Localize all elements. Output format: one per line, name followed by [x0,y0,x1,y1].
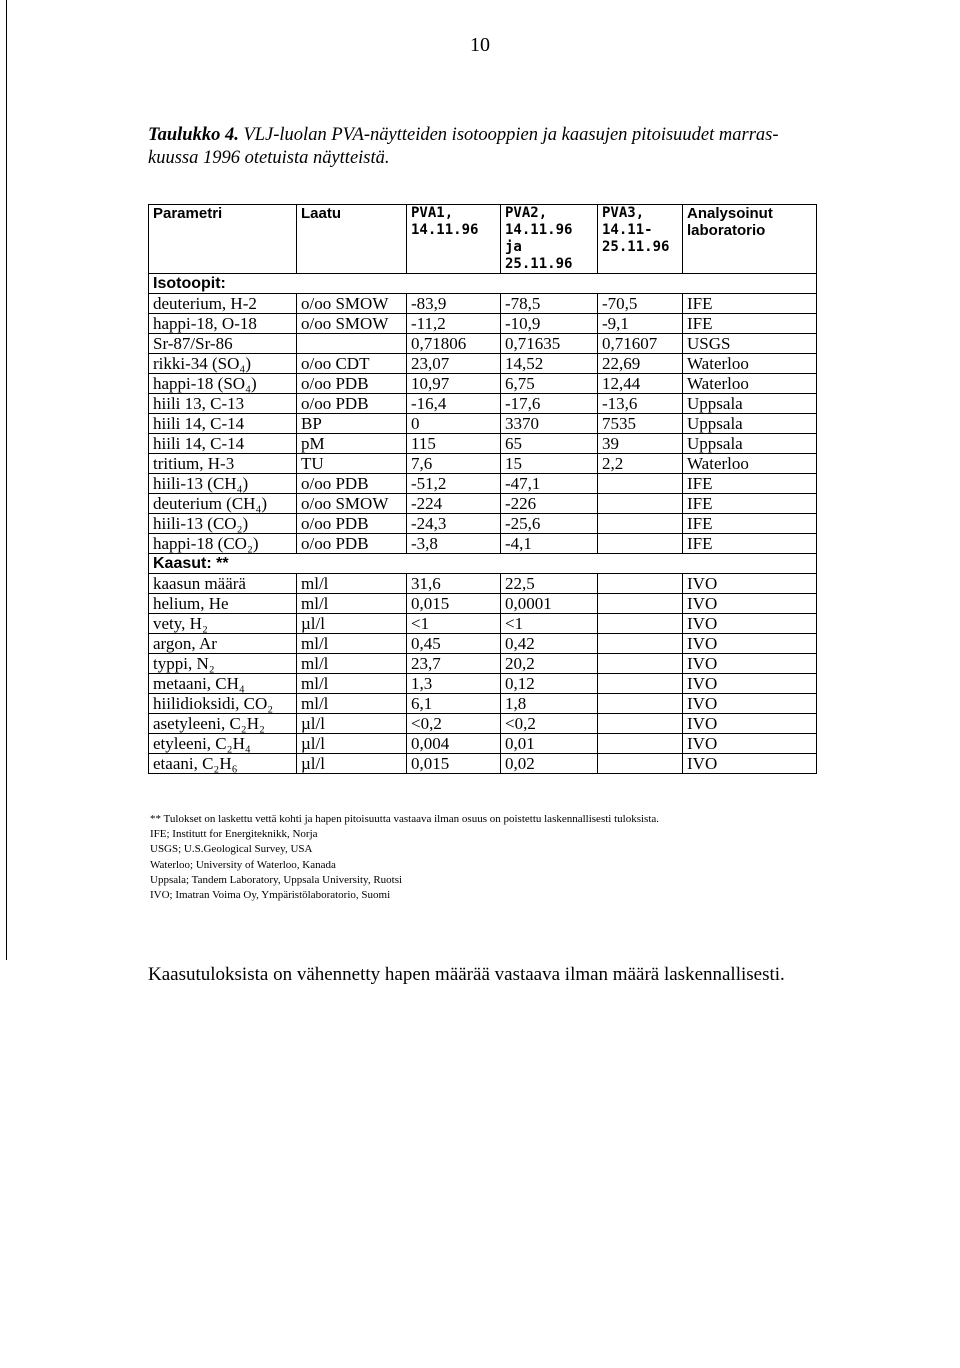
table-cell: IVO [683,614,817,634]
table-cell: 0,42 [501,634,598,654]
table-cell: IVO [683,754,817,774]
table-row [149,594,817,614]
footnotes [150,812,830,903]
table-cell: happi-18, O-18 [149,314,297,334]
table-cell: Uppsala [683,394,817,414]
table-cell: pM [297,434,407,454]
footnote-line: IFE; Institutt for Energiteknikk, Norja [150,828,318,841]
table-cell: 0,12 [501,674,598,694]
table-row [149,314,817,334]
table-cell: rikki-34 (SO₄) [149,354,297,374]
table-cell: 0 [407,414,501,434]
table-cell: hiili 14, C-14 [149,434,297,454]
table-cell [598,714,683,734]
table-cell: µl/l [297,754,407,774]
caption-lead: Taulukko 4. [148,125,239,145]
table-cell [598,594,683,614]
table-cell: 31,6 [407,574,501,594]
table-cell: <0,2 [501,714,598,734]
table-cell: hiili 13, C-13 [149,394,297,414]
table-cell: Waterloo [683,374,817,394]
table-cell: IFE [683,294,817,314]
table-cell: USGS [683,334,817,354]
table-cell: ml/l [297,634,407,654]
table-cell: 7,6 [407,454,501,474]
table-cell: 1,8 [501,694,598,714]
table-cell [598,654,683,674]
table-cell: 0,01 [501,734,598,754]
table-cell: 23,07 [407,354,501,374]
table-cell: 6,75 [501,374,598,394]
table-cell: -47,1 [501,474,598,494]
table-cell: 0,71806 [407,334,501,354]
table-row [149,454,817,474]
table-row [149,414,817,434]
table-cell: 0,71607 [598,334,683,354]
table-cell: 0,015 [407,594,501,614]
table-cell: Uppsala [683,414,817,434]
table-cell [297,334,407,354]
table-cell: o/oo SMOW [297,494,407,514]
table-row [149,614,817,634]
header-laboratory: Analysoinut laboratorio [683,205,817,274]
table-cell: 6,1 [407,694,501,714]
table-cell: IFE [683,494,817,514]
table-cell [598,694,683,714]
section-title-isotopes: Isotoopit: [149,274,817,294]
table-cell: Waterloo [683,454,817,474]
table-cell: -25,6 [501,514,598,534]
table-cell: o/oo PDB [297,534,407,554]
table-cell: 10,97 [407,374,501,394]
table-cell: 15 [501,454,598,474]
table-cell: -70,5 [598,294,683,314]
table-cell [598,514,683,534]
table-cell: ml/l [297,654,407,674]
table-cell: o/oo PDB [297,394,407,414]
header-pva3: PVA3, 14.11- 25.11.96 [598,205,683,274]
table-row [149,634,817,654]
table-cell: kaasun määrä [149,574,297,594]
table-cell: helium, He [149,594,297,614]
table-cell: -4,1 [501,534,598,554]
table-cell: o/oo SMOW [297,314,407,334]
isotope-gas-table [148,204,817,774]
table-cell: IVO [683,574,817,594]
table-cell: Sr-87/Sr-86 [149,334,297,354]
table-cell: 115 [407,434,501,454]
table-cell: o/oo PDB [297,474,407,494]
section-row-gases [149,554,817,574]
table-cell: IVO [683,674,817,694]
table-cell: 39 [598,434,683,454]
table-cell: ml/l [297,674,407,694]
table-cell: 23,7 [407,654,501,674]
table-cell: BP [297,414,407,434]
header-unit: Laatu [297,205,407,274]
table-row [149,434,817,454]
table-cell [598,674,683,694]
table-cell: 0,45 [407,634,501,654]
table-cell: -16,4 [407,394,501,414]
table-cell: metaani, CH₄ [149,674,297,694]
closing-remark: Kaasutuloksista on vähennetty hapen määrää vastaava ilman määrä laskennallisesti. [148,964,785,985]
table-cell: 0,02 [501,754,598,774]
table-row [149,734,817,754]
header-pva1: PVA1, 14.11.96 [407,205,501,274]
table-cell: 1,3 [407,674,501,694]
table-cell: hiili 14, C-14 [149,414,297,434]
table-cell: TU [297,454,407,474]
table-cell: typpi, N₂ [149,654,297,674]
table-cell: o/oo PDB [297,514,407,534]
table-cell: -9,1 [598,314,683,334]
table-row [149,574,817,594]
table-cell: 12,44 [598,374,683,394]
table-cell [598,734,683,754]
table-header-row [149,205,817,274]
footnote-line: Uppsala; Tandem Laboratory, Uppsala University, Ruotsi [150,873,403,886]
table-row [149,654,817,674]
table-cell: 20,2 [501,654,598,674]
table-cell: -11,2 [407,314,501,334]
table-cell: <1 [501,614,598,634]
table-row [149,374,817,394]
table-cell: 0,004 [407,734,501,754]
table-cell: 7535 [598,414,683,434]
table-cell: IFE [683,474,817,494]
page-edge-rule [6,0,7,960]
table-row [149,334,817,354]
section-row-isotopes [149,274,817,294]
table-cell: o/oo PDB [297,374,407,394]
table-row [149,474,817,494]
table-cell: 22,69 [598,354,683,374]
table-cell: ml/l [297,694,407,714]
table-cell: -83,9 [407,294,501,314]
table-cell: deuterium, H-2 [149,294,297,314]
table-cell: hiili-13 (CO₂) [149,514,297,534]
table-cell: -10,9 [501,314,598,334]
table-cell: 2,2 [598,454,683,474]
table-cell: deuterium (CH₄) [149,494,297,514]
table-cell: 22,5 [501,574,598,594]
footnote-line: USGS; U.S.Geological Survey, USA [150,843,313,856]
table-cell: -13,6 [598,394,683,414]
table-cell: hiili-13 (CH₄) [149,474,297,494]
table-cell: IVO [683,694,817,714]
table-cell: vety, H₂ [149,614,297,634]
table-cell: o/oo CDT [297,354,407,374]
table-cell [598,754,683,774]
table-caption [148,124,828,170]
table-cell: happi-18 (CO₂) [149,534,297,554]
table-cell [598,614,683,634]
table-cell: <1 [407,614,501,634]
table-cell: o/oo SMOW [297,294,407,314]
table-cell: IFE [683,514,817,534]
table-cell: 0,71635 [501,334,598,354]
table-cell: 0,015 [407,754,501,774]
table-cell: IVO [683,634,817,654]
table-cell: -224 [407,494,501,514]
table-row [149,294,817,314]
table-cell: Waterloo [683,354,817,374]
table-cell [598,634,683,654]
table-row [149,354,817,374]
table-row [149,694,817,714]
table-cell: -78,5 [501,294,598,314]
caption-text: VLJ-luolan PVA-näytteiden isotooppien ja kaasujen pitoisuudet marras-kuussa 1996 otetuista näytteistä. [148,125,779,168]
table-cell: 3370 [501,414,598,434]
table-cell: <0,2 [407,714,501,734]
section-title-gases: Kaasut: ** [149,554,817,574]
table-row [149,394,817,414]
table-row [149,514,817,534]
table-cell: µl/l [297,614,407,634]
table-cell: -17,6 [501,394,598,414]
table-cell: ml/l [297,594,407,614]
table-cell: -24,3 [407,514,501,534]
table-row [149,494,817,514]
footnote-line: IVO; Imatran Voima Oy, Ympäristölaboratorio, Suomi [150,889,391,902]
table-cell [598,494,683,514]
table-cell: -226 [501,494,598,514]
table-cell: IFE [683,314,817,334]
table-cell [598,534,683,554]
table-row [149,754,817,774]
table-cell: 65 [501,434,598,454]
table-cell: etyleeni, C₂H₄ [149,734,297,754]
page-number: 10 [470,34,490,56]
table-cell: happi-18 (SO₄) [149,374,297,394]
table-cell: -3,8 [407,534,501,554]
table-cell: tritium, H-3 [149,454,297,474]
table-cell: 0,0001 [501,594,598,614]
footnote-line: ** Tulokset on laskettu vettä kohti ja hapen pitoisuutta vastaava ilman osuus on poistettu laskennallisesti tuloksista. [150,813,660,825]
table-cell: IVO [683,714,817,734]
table-cell: IFE [683,534,817,554]
table-cell: IVO [683,594,817,614]
table-cell: 14,52 [501,354,598,374]
table-cell: IVO [683,734,817,754]
table-cell: argon, Ar [149,634,297,654]
table-cell [598,574,683,594]
footnote-line: Waterloo; University of Waterloo, Kanada [150,858,336,871]
table-cell [598,474,683,494]
table-row [149,714,817,734]
table-cell: hiilidioksidi, CO₂ [149,694,297,714]
header-pva2: PVA2, 14.11.96 ja 25.11.96 [501,205,598,274]
table-cell: ml/l [297,574,407,594]
table-cell: µl/l [297,734,407,754]
table-row [149,534,817,554]
table-cell: IVO [683,654,817,674]
header-parameter: Parametri [149,205,297,274]
table-cell: asetyleeni, C₂H₂ [149,714,297,734]
table-cell: Uppsala [683,434,817,454]
table-cell: etaani, C₂H₆ [149,754,297,774]
table-cell: µl/l [297,714,407,734]
table-cell: -51,2 [407,474,501,494]
table-row [149,674,817,694]
